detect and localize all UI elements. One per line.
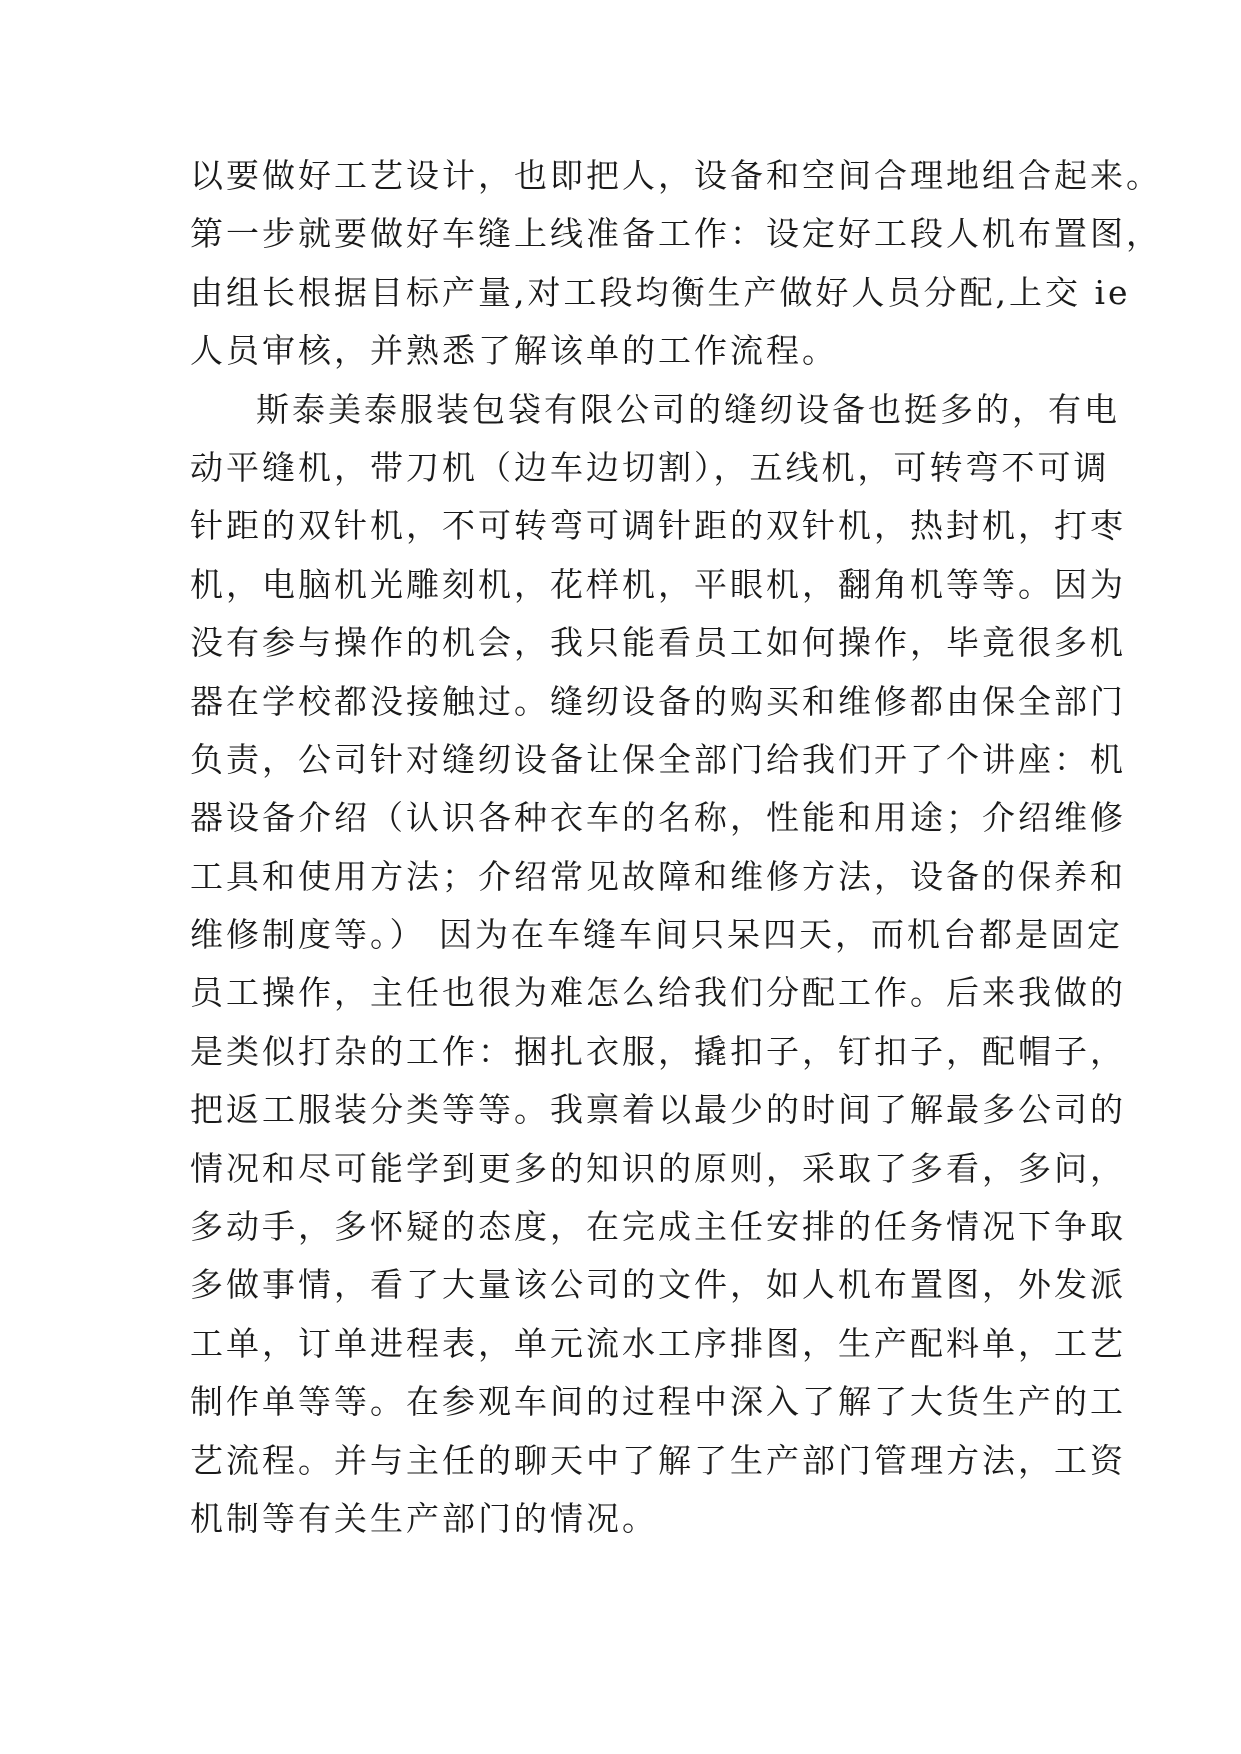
text-line: 第一步就要做好车缝上线准备工作：设定好工段人机布置图，: [190, 214, 1162, 254]
text-line: 多做事情，看了大量该公司的文件，如人机布置图，外发派: [190, 1265, 1126, 1305]
text-line: 情况和尽可能学到更多的知识的原则，采取了多看，多问，: [190, 1148, 1126, 1188]
text-line: 把返工服装分类等等。我禀着以最少的时间了解最多公司的: [190, 1090, 1126, 1130]
text-line-indented: 斯泰美泰服装包袋有限公司的缝纫设备也挺多的，有电: [256, 389, 1120, 429]
text-line: 器在学校都没接触过。缝纫设备的购买和维修都由保全部门: [190, 681, 1126, 721]
text-line: 艺流程。并与主任的聊天中了解了生产部门管理方法，工资: [190, 1440, 1126, 1480]
text-line: 机，电脑机光雕刻机，花样机，平眼机，翻角机等等。因为: [190, 564, 1126, 604]
text-line: 制作单等等。在参观车间的过程中深入了解了大货生产的工: [190, 1382, 1126, 1422]
text-line: 没有参与操作的机会，我只能看员工如何操作，毕竟很多机: [190, 623, 1126, 663]
text-line: 动平缝机，带刀机（边车边切割），五线机，可转弯不可调: [190, 447, 1110, 487]
text-line: 负责，公司针对缝纫设备让保全部门给我们开了个讲座：机: [190, 739, 1126, 779]
paragraph-1: [190, 147, 1162, 381]
text-line: 是类似打杂的工作：捆扎衣服，撬扣子，钉扣子，配帽子，: [190, 1031, 1126, 1071]
text-line: 人员审核，并熟悉了解该单的工作流程。: [190, 331, 838, 371]
text-line: 器设备介绍（认识各种衣车的名称，性能和用途；介绍维修: [190, 798, 1126, 838]
text-line: 针距的双针机，不可转弯可调针距的双针机，热封机，打枣: [190, 506, 1126, 546]
text-line: 员工操作，主任也很为难怎么给我们分配工作。后来我做的: [190, 973, 1126, 1013]
paragraph-2: [190, 381, 1126, 1549]
text-line: 由组长根据目标产量,对工段均衡生产做好人员分配,上交 ie: [190, 272, 1131, 312]
document-body: [190, 147, 1162, 1548]
text-line: 以要做好工艺设计，也即把人，设备和空间合理地组合起来。: [190, 156, 1162, 195]
text-line: 工单，订单进程表，单元流水工序排图，生产配料单，工艺: [190, 1323, 1126, 1363]
text-line: 多动手，多怀疑的态度，在完成主任安排的任务情况下争取: [190, 1207, 1126, 1247]
text-line: 维修制度等。） 因为在车缝车间只呆四天，而机台都是固定: [190, 915, 1123, 955]
text-line: 工具和使用方法；介绍常见故障和维修方法，设备的保养和: [190, 856, 1126, 896]
text-line: 机制等有关生产部门的情况。: [190, 1498, 658, 1538]
